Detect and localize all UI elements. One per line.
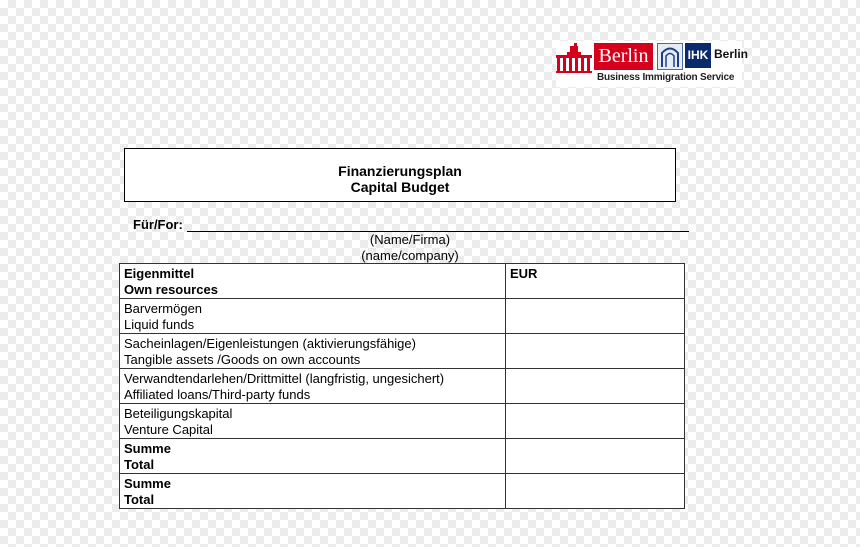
table-total-row [120, 439, 685, 474]
for-field-hint [300, 232, 520, 263]
row-label-german: Barvermögen [124, 301, 203, 316]
row-label-english: Venture Capital [124, 421, 213, 437]
table-header-row [120, 264, 685, 299]
capital-budget-table [119, 263, 685, 509]
row-label-cell [120, 369, 506, 404]
table-row [120, 299, 685, 334]
header-label-german: Eigenmittel [124, 266, 195, 281]
row-label-cell [120, 334, 506, 369]
berlin-ihk-logo [556, 41, 749, 87]
ihk-berlin-label: Berlin [714, 47, 749, 61]
total-input-cell[interactable] [506, 439, 685, 474]
for-hint-german: (Name/Firma) [369, 232, 451, 247]
row-label-english: Liquid funds [124, 316, 195, 332]
amount-input-cell[interactable] [506, 404, 685, 439]
header-label-cell [120, 264, 506, 299]
berlin-wordmark: Berlin [594, 43, 653, 70]
row-label-english: Tangible assets /Goods on own accounts [124, 351, 361, 367]
ihk-wordmark: IHK [685, 43, 711, 68]
table-row [120, 369, 685, 404]
table-total-row [120, 474, 685, 509]
row-label-german: Verwandtendarlehen/Drittmittel (langfristig, ungesichert) [124, 371, 445, 386]
amount-input-cell[interactable] [506, 334, 685, 369]
business-immigration-service-label: Business Immigration Service [597, 72, 735, 83]
total-input-cell[interactable] [506, 474, 685, 509]
row-label-english: Affiliated loans/Third-party funds [124, 386, 311, 402]
row-label-cell [120, 474, 506, 509]
amount-input-cell[interactable] [506, 369, 685, 404]
title-german: Finanzierungsplan [338, 163, 462, 179]
row-label-cell [120, 439, 506, 474]
row-label-german: Summe [124, 476, 171, 491]
header-currency-cell [506, 264, 685, 299]
for-label: Für/For: [133, 217, 183, 232]
title-english: Capital Budget [350, 179, 450, 195]
header-currency: EUR [510, 266, 538, 281]
table-row [120, 404, 685, 439]
row-label-english: Total [124, 491, 155, 507]
row-label-german: Sacheinlagen/Eigenleistungen (aktivierungsfähige) [124, 336, 416, 351]
row-label-cell [120, 299, 506, 334]
ihk-arch-icon [657, 43, 683, 70]
table-row [120, 334, 685, 369]
header-label-english: Own resources [124, 281, 218, 297]
row-label-german: Summe [124, 441, 171, 456]
row-label-german: Beteiligungskapital [124, 406, 233, 421]
row-label-cell [120, 404, 506, 439]
amount-input-cell[interactable] [506, 299, 685, 334]
title-box [124, 148, 676, 202]
row-label-english: Total [124, 456, 155, 472]
for-hint-english: (name/company) [361, 247, 459, 263]
brandenburg-gate-icon [556, 43, 594, 73]
